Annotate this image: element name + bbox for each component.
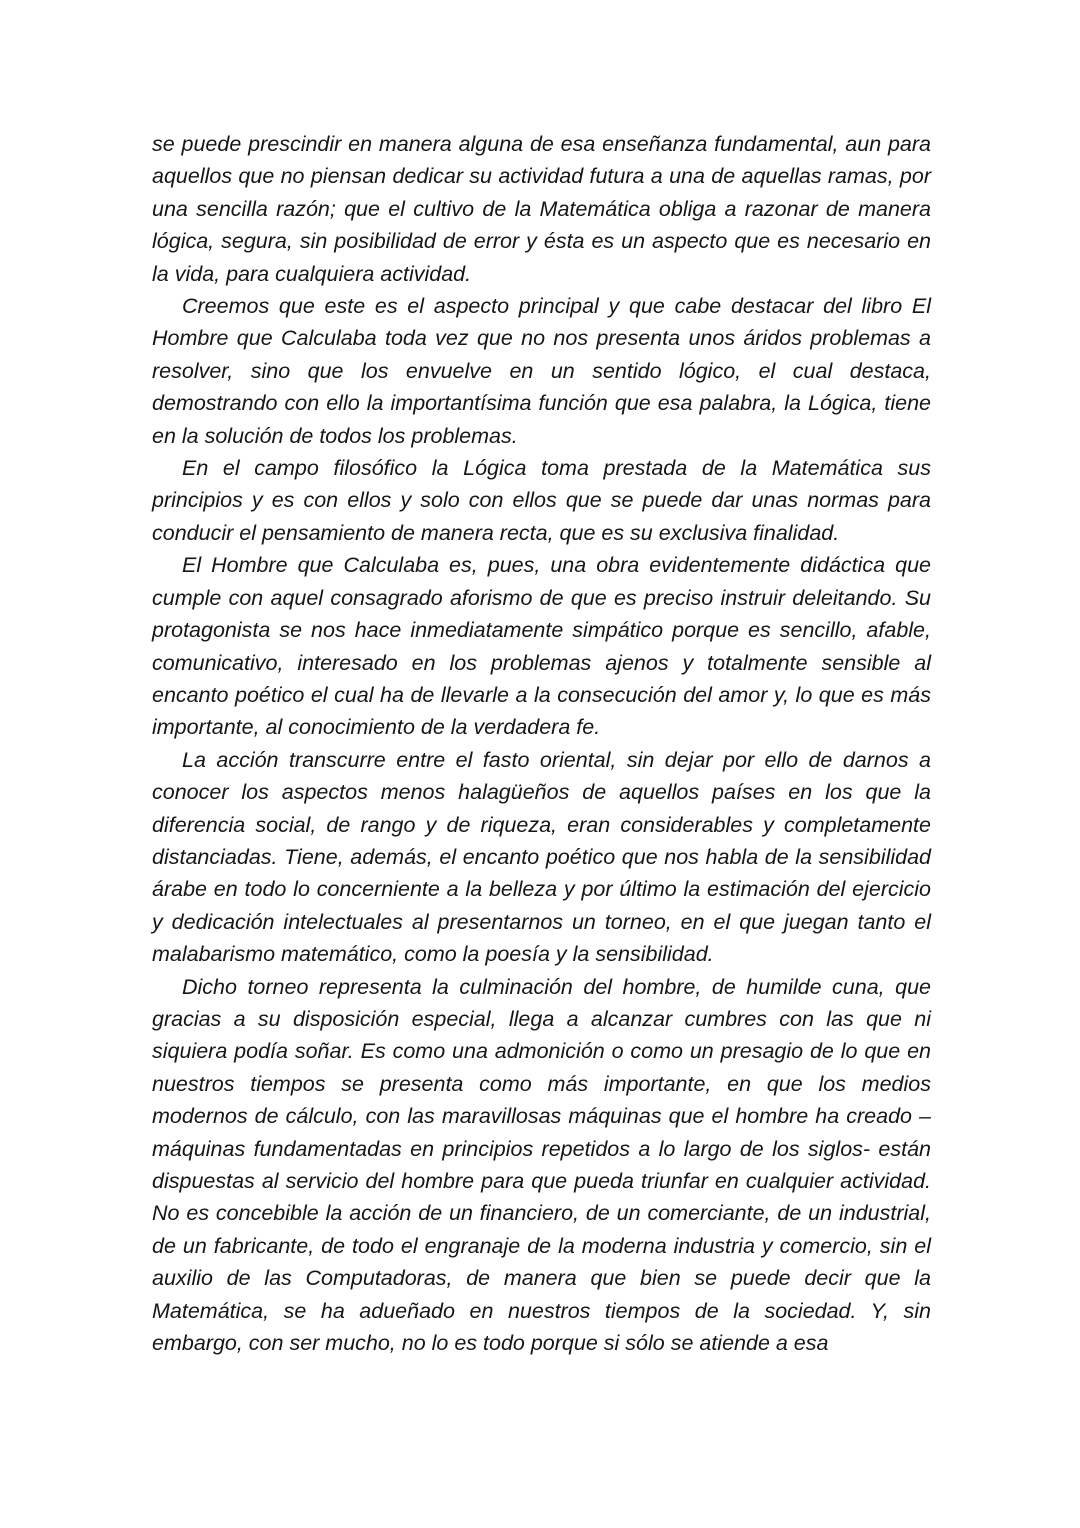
paragraph: En el campo filosófico la Lógica toma prestada de la Matemática sus principios y es con ellos y solo con ellos que se puede dar unas normas para conducir el pensamiento de manera recta, que es su exclusiva finalidad.	[152, 456, 931, 545]
paragraph: se puede prescindir en manera alguna de esa enseñanza fundamental, aun para aquellos que no piensan dedicar su actividad futura a una de aquellas ramas, por una sencilla razón; que el cultivo de la Matemática obliga a razonar de manera lógica, segura, sin posibilidad de error y ésta es un aspecto que es necesario en la vida, para cualquiera actividad.	[152, 132, 931, 286]
paragraph: Creemos que este es el aspecto principal y que cabe destacar del libro El Hombre que Calculaba toda vez que no nos presenta unos áridos problemas a resolver, sino que los envuelve en un sentido lógico, el cual destaca, demostrando con ello la importantísima función que esa palabra, la Lógica, tiene en la solución de todos los problemas.	[152, 294, 931, 448]
text-block	[152, 128, 931, 1359]
paragraph: Dicho torneo representa la culminación del hombre, de humilde cuna, que gracias a su disposición especial, llega a alcanzar cumbres con las que ni siquiera podía soñar. Es como una admonición o como un presagio de lo que en nuestros tiempos se presenta como más importante, en que los medios modernos de cálculo, con las maravillosas máquinas que el hombre ha creado –máquinas fundamentadas en principios repetidos a lo largo de los siglos- están dispuestas al servicio del hombre para que pueda triunfar en cualquier actividad. No es concebible la acción de un financiero, de un comerciante, de un industrial, de un fabricante, de todo el engranaje de la moderna industria y comercio, sin el auxilio de las Computadoras, de manera que bien se puede decir que la Matemática, se ha adueñado en nuestros tiempos de la sociedad. Y, sin embargo, con ser mucho, no lo es todo porque si sólo se atiende a esa	[152, 974, 931, 1356]
paragraph: El Hombre que Calculaba es, pues, una obra evidentemente didáctica que cumple con aquel consagrado aforismo de que es preciso instruir deleitando. Su protagonista se nos hace inmediatamente simpático porque es sencillo, afable, comunicativo, interesado en los problemas ajenos y totalmente sensible al encanto poético el cual ha de llevarle a la consecución del amor y, lo que es más importante, al conocimiento de la verdadera fe.	[152, 553, 931, 740]
paragraph: La acción transcurre entre el fasto oriental, sin dejar por ello de darnos a conocer los aspectos menos halagüeños de aquellos países en los que la diferencia social, de rango y de riqueza, eran considerables y completamente distanciadas. Tiene, además, el encanto poético que nos habla de la sensibilidad árabe en todo lo concerniente a la belleza y por último la estimación del ejercicio y dedicación intelectuales al presentarnos un torneo, en el que juegan tanto el malabarismo matemático, como la poesía y la sensibilidad.	[152, 747, 931, 967]
